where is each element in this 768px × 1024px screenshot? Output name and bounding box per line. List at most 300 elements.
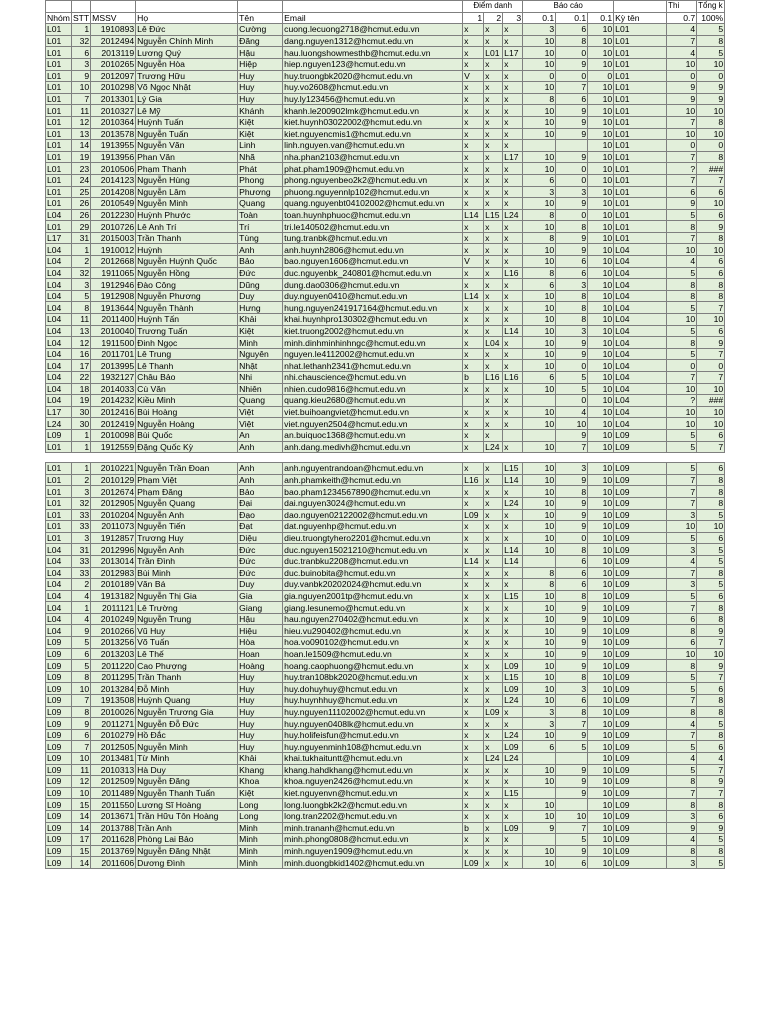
cell-nhom[interactable]: L09 bbox=[46, 834, 72, 846]
cell-bc1[interactable]: 8 bbox=[523, 93, 556, 105]
cell-bc3[interactable]: 10 bbox=[588, 314, 614, 326]
cell-stt[interactable]: 3 bbox=[71, 532, 90, 544]
cell-dd1[interactable]: x bbox=[463, 521, 484, 533]
cell-ky-ten[interactable]: L01 bbox=[614, 24, 667, 36]
cell-ky-ten[interactable]: L04 bbox=[614, 360, 667, 372]
cell-bc1[interactable]: 3 bbox=[523, 718, 556, 730]
cell-thi[interactable]: 4 bbox=[667, 555, 697, 567]
cell-stt[interactable]: 12 bbox=[71, 776, 90, 788]
cell-nhom[interactable]: L01 bbox=[46, 198, 72, 210]
cell-ten[interactable]: Đăng bbox=[238, 35, 283, 47]
cell-dd2[interactable]: L01 bbox=[484, 47, 503, 59]
cell-mssv[interactable]: 2014123 bbox=[91, 174, 136, 186]
cell-dd2[interactable]: L15 bbox=[484, 209, 503, 221]
cell-email[interactable]: linh.nguyen.van@hcmut.edu.vn bbox=[283, 140, 463, 152]
cell-bc2[interactable]: 7 bbox=[556, 822, 588, 834]
cell-dd1[interactable]: x bbox=[463, 544, 484, 556]
cell-ten[interactable]: Cường bbox=[238, 24, 283, 36]
cell-tong-ket[interactable]: 5 bbox=[697, 544, 725, 556]
cell-dd1[interactable]: x bbox=[463, 267, 484, 279]
cell-nhom[interactable]: L04 bbox=[46, 267, 72, 279]
cell-dd2[interactable]: x bbox=[484, 35, 503, 47]
cell-dd1[interactable]: x bbox=[463, 810, 484, 822]
cell-ky-ten[interactable]: L01 bbox=[614, 186, 667, 198]
cell-dd1[interactable]: x bbox=[463, 337, 484, 349]
cell-dd2[interactable]: x bbox=[484, 625, 503, 637]
cell-dd1[interactable]: b bbox=[463, 822, 484, 834]
cell-thi[interactable]: 5 bbox=[667, 325, 697, 337]
cell-tong-ket[interactable]: 7 bbox=[697, 174, 725, 186]
cell-bc1[interactable] bbox=[523, 140, 556, 152]
cell-bc1[interactable]: 10 bbox=[523, 463, 556, 475]
cell-thi[interactable]: 9 bbox=[667, 822, 697, 834]
cell-dd3[interactable]: L24 bbox=[503, 209, 523, 221]
cell-dd2[interactable]: x bbox=[484, 463, 503, 475]
cell-ho[interactable]: Hà Duy bbox=[136, 764, 238, 776]
cell-dd2[interactable]: x bbox=[484, 418, 503, 430]
cell-mssv[interactable]: 2012505 bbox=[91, 741, 136, 753]
cell-ky-ten[interactable]: L09 bbox=[614, 579, 667, 591]
cell-bc2[interactable]: 7 bbox=[556, 718, 588, 730]
cell-bc2[interactable]: 7 bbox=[556, 441, 588, 453]
cell-bc3[interactable]: 10 bbox=[588, 776, 614, 788]
cell-dd1[interactable]: x bbox=[463, 383, 484, 395]
cell-bc1[interactable] bbox=[523, 834, 556, 846]
cell-bc1[interactable]: 10 bbox=[523, 521, 556, 533]
cell-dd3[interactable]: L15 bbox=[503, 787, 523, 799]
cell-bc1[interactable]: 10 bbox=[523, 325, 556, 337]
cell-dd1[interactable]: L09 bbox=[463, 509, 484, 521]
cell-dd2[interactable]: x bbox=[484, 325, 503, 337]
cell-stt[interactable]: 2 bbox=[71, 256, 90, 268]
cell-nhom[interactable]: L01 bbox=[46, 441, 72, 453]
cell-tong-ket[interactable]: 7 bbox=[697, 671, 725, 683]
cell-dd3[interactable]: x bbox=[503, 418, 523, 430]
cell-nhom[interactable]: L09 bbox=[46, 822, 72, 834]
cell-thi[interactable]: 10 bbox=[667, 648, 697, 660]
cell-ho[interactable]: Trương Huy bbox=[136, 532, 238, 544]
cell-nhom[interactable]: L09 bbox=[46, 764, 72, 776]
cell-ky-ten[interactable]: L04 bbox=[614, 406, 667, 418]
cell-bc3[interactable]: 10 bbox=[588, 302, 614, 314]
cell-ky-ten[interactable]: L04 bbox=[614, 256, 667, 268]
cell-ten[interactable]: Hoan bbox=[238, 648, 283, 660]
cell-stt[interactable]: 17 bbox=[71, 360, 90, 372]
cell-ho[interactable]: Đặng Quốc Kỳ bbox=[136, 441, 238, 453]
cell-bc2[interactable]: 9 bbox=[556, 128, 588, 140]
cell-bc1[interactable]: 8 bbox=[523, 567, 556, 579]
cell-bc3[interactable]: 10 bbox=[588, 857, 614, 869]
cell-stt[interactable]: 33 bbox=[71, 555, 90, 567]
cell-email[interactable]: nhien.cudo9816@hcmut.edu.vn bbox=[283, 383, 463, 395]
cell-ho[interactable]: Trần Thanh bbox=[136, 232, 238, 244]
cell-ho[interactable]: Lê Mỹ bbox=[136, 105, 238, 117]
cell-ky-ten[interactable]: L01 bbox=[614, 163, 667, 175]
cell-bc3[interactable]: 10 bbox=[588, 579, 614, 591]
cell-bc1[interactable]: 9 bbox=[523, 822, 556, 834]
cell-bc1[interactable]: 10 bbox=[523, 82, 556, 94]
cell-bc3[interactable]: 10 bbox=[588, 787, 614, 799]
cell-ho[interactable]: Hồ Đắc bbox=[136, 729, 238, 741]
cell-mssv[interactable]: 2010266 bbox=[91, 625, 136, 637]
cell-ky-ten[interactable]: L04 bbox=[614, 279, 667, 291]
cell-dd1[interactable]: x bbox=[463, 58, 484, 70]
cell-email[interactable]: huy.ly123456@hcmut.edu.vn bbox=[283, 93, 463, 105]
cell-dd2[interactable]: x bbox=[484, 822, 503, 834]
cell-ky-ten[interactable]: L01 bbox=[614, 93, 667, 105]
cell-dd2[interactable]: x bbox=[484, 660, 503, 672]
cell-dd2[interactable]: x bbox=[484, 221, 503, 233]
cell-ky-ten[interactable]: L04 bbox=[614, 337, 667, 349]
cell-dd1[interactable]: L14 bbox=[463, 290, 484, 302]
cell-bc2[interactable]: 6 bbox=[556, 567, 588, 579]
group-header-thi[interactable]: Thi bbox=[667, 1, 697, 13]
cell-mssv[interactable]: 2011121 bbox=[91, 602, 136, 614]
cell-bc2[interactable]: 5 bbox=[556, 741, 588, 753]
cell-nhom[interactable]: L09 bbox=[46, 718, 72, 730]
cell-dd2[interactable]: x bbox=[484, 521, 503, 533]
cell-ho[interactable]: Nguyễn Hòa bbox=[136, 58, 238, 70]
cell-email[interactable]: hau.nguyen270402@hcmut.edu.vn bbox=[283, 613, 463, 625]
cell-mssv[interactable]: 1913955 bbox=[91, 140, 136, 152]
cell-thi[interactable]: 0 bbox=[667, 140, 697, 152]
cell-bc2[interactable]: 8 bbox=[556, 314, 588, 326]
cell-bc2[interactable]: 6 bbox=[556, 579, 588, 591]
cell-tong-ket[interactable]: 8 bbox=[697, 497, 725, 509]
cell-stt[interactable]: 11 bbox=[71, 764, 90, 776]
cell-dd1[interactable]: x bbox=[463, 279, 484, 291]
cell-thi[interactable]: 5 bbox=[667, 532, 697, 544]
cell-stt[interactable]: 8 bbox=[71, 671, 90, 683]
cell-thi[interactable]: 4 bbox=[667, 47, 697, 59]
cell-tong-ket[interactable]: 8 bbox=[697, 845, 725, 857]
cell-ten[interactable]: Khải bbox=[238, 314, 283, 326]
cell-ky-ten[interactable]: L09 bbox=[614, 810, 667, 822]
cell-dd3[interactable]: x bbox=[503, 302, 523, 314]
cell-tong-ket[interactable]: 10 bbox=[697, 383, 725, 395]
column-header-bc1[interactable]: 0.1 bbox=[523, 12, 556, 24]
cell-dd3[interactable]: L24 bbox=[503, 497, 523, 509]
cell-bc1[interactable]: 10 bbox=[523, 360, 556, 372]
cell-bc1[interactable] bbox=[523, 429, 556, 441]
cell-stt[interactable]: 14 bbox=[71, 822, 90, 834]
cell-stt[interactable]: 7 bbox=[71, 695, 90, 707]
cell-bc1[interactable]: 10 bbox=[523, 290, 556, 302]
cell-email[interactable]: bao.pham1234567890@hcmut.edu.vn bbox=[283, 486, 463, 498]
cell-ten[interactable]: Bảo bbox=[238, 256, 283, 268]
cell-thi[interactable]: 8 bbox=[667, 625, 697, 637]
cell-bc2[interactable]: 8 bbox=[556, 290, 588, 302]
cell-bc2[interactable]: 0 bbox=[556, 70, 588, 82]
cell-dd2[interactable]: x bbox=[484, 741, 503, 753]
cell-ten[interactable]: Long bbox=[238, 799, 283, 811]
cell-ho[interactable]: Nguyễn Hoàng bbox=[136, 418, 238, 430]
cell-nhom[interactable]: L01 bbox=[46, 186, 72, 198]
cell-dd2[interactable]: x bbox=[484, 555, 503, 567]
cell-dd3[interactable]: L14 bbox=[503, 325, 523, 337]
cell-mssv[interactable]: 2011628 bbox=[91, 834, 136, 846]
cell-mssv[interactable]: 2012983 bbox=[91, 567, 136, 579]
cell-stt[interactable]: 6 bbox=[71, 47, 90, 59]
cell-email[interactable]: minh.phong0808@hcmut.edu.vn bbox=[283, 834, 463, 846]
cell-bc1[interactable] bbox=[523, 395, 556, 407]
cell-mssv[interactable]: 2013256 bbox=[91, 637, 136, 649]
cell-dd2[interactable]: x bbox=[484, 360, 503, 372]
cell-bc2[interactable]: 9 bbox=[556, 105, 588, 117]
cell-email[interactable]: huy.dohuyhuy@hcmut.edu.vn bbox=[283, 683, 463, 695]
cell-dd3[interactable]: x bbox=[503, 232, 523, 244]
cell-email[interactable]: hau.luongshowmesthb@hcmut.edu.vn bbox=[283, 47, 463, 59]
cell-nhom[interactable]: L01 bbox=[46, 497, 72, 509]
cell-dd3[interactable]: x bbox=[503, 174, 523, 186]
cell-dd1[interactable]: x bbox=[463, 128, 484, 140]
cell-ho[interactable]: Lương Quý bbox=[136, 47, 238, 59]
cell-ten[interactable]: Đức bbox=[238, 555, 283, 567]
cell-nhom[interactable]: L09 bbox=[46, 741, 72, 753]
cell-bc2[interactable]: 9 bbox=[556, 58, 588, 70]
cell-bc1[interactable]: 10 bbox=[523, 302, 556, 314]
cell-ky-ten[interactable]: L09 bbox=[614, 845, 667, 857]
cell-stt[interactable]: 32 bbox=[71, 267, 90, 279]
cell-ky-ten[interactable]: L09 bbox=[614, 764, 667, 776]
cell-ho[interactable]: Huỳnh Phước bbox=[136, 209, 238, 221]
cell-dd2[interactable]: x bbox=[484, 474, 503, 486]
cell-mssv[interactable]: 2012509 bbox=[91, 776, 136, 788]
cell-ten[interactable]: Anh bbox=[238, 474, 283, 486]
cell-dd2[interactable]: x bbox=[484, 163, 503, 175]
cell-bc3[interactable]: 10 bbox=[588, 637, 614, 649]
cell-bc2[interactable]: 7 bbox=[556, 82, 588, 94]
cell-tong-ket[interactable]: 6 bbox=[697, 209, 725, 221]
cell-bc2[interactable]: 8 bbox=[556, 302, 588, 314]
cell-ten[interactable]: Hậu bbox=[238, 613, 283, 625]
cell-tong-ket[interactable]: 8 bbox=[697, 474, 725, 486]
cell-bc2[interactable]: 9 bbox=[556, 232, 588, 244]
cell-stt[interactable]: 1 bbox=[71, 602, 90, 614]
cell-ten[interactable]: Huy bbox=[238, 93, 283, 105]
cell-nhom[interactable]: L09 bbox=[46, 660, 72, 672]
cell-ho[interactable]: Nguyễn Hùng bbox=[136, 174, 238, 186]
cell-ten[interactable]: Tùng bbox=[238, 232, 283, 244]
cell-tong-ket[interactable]: 10 bbox=[697, 198, 725, 210]
cell-email[interactable]: phong.nguyenbeo2k2@hcmut.edu.vn bbox=[283, 174, 463, 186]
cell-bc2[interactable]: 4 bbox=[556, 406, 588, 418]
cell-dd1[interactable]: L09 bbox=[463, 857, 484, 869]
cell-ten[interactable]: Huy bbox=[238, 718, 283, 730]
cell-stt[interactable]: 1 bbox=[71, 244, 90, 256]
cell-dd1[interactable]: x bbox=[463, 429, 484, 441]
cell-dd3[interactable]: x bbox=[503, 314, 523, 326]
cell-ten[interactable]: Anh bbox=[238, 441, 283, 453]
cell-ky-ten[interactable]: L09 bbox=[614, 602, 667, 614]
cell-dd3[interactable]: x bbox=[503, 532, 523, 544]
cell-mssv[interactable]: 2013301 bbox=[91, 93, 136, 105]
cell-email[interactable]: duc.nguyen15021210@hcmut.edu.vn bbox=[283, 544, 463, 556]
cell-bc3[interactable]: 10 bbox=[588, 741, 614, 753]
cell-ten[interactable]: Long bbox=[238, 810, 283, 822]
cell-stt[interactable]: 5 bbox=[71, 660, 90, 672]
cell-dd1[interactable]: x bbox=[463, 418, 484, 430]
cell-email[interactable]: huy.holifeisfun@hcmut.edu.vn bbox=[283, 729, 463, 741]
cell-dd3[interactable]: L24 bbox=[503, 753, 523, 765]
cell-stt[interactable]: 31 bbox=[71, 232, 90, 244]
cell-dd3[interactable]: x bbox=[503, 337, 523, 349]
cell-bc2[interactable]: 6 bbox=[556, 267, 588, 279]
cell-dd1[interactable]: x bbox=[463, 151, 484, 163]
cell-dd3[interactable]: x bbox=[503, 602, 523, 614]
cell-bc3[interactable]: 10 bbox=[588, 555, 614, 567]
cell-dd2[interactable]: x bbox=[484, 395, 503, 407]
cell-nhom[interactable]: L04 bbox=[46, 302, 72, 314]
cell-stt[interactable]: 10 bbox=[71, 787, 90, 799]
cell-ky-ten[interactable]: L01 bbox=[614, 35, 667, 47]
cell-dd3[interactable]: x bbox=[503, 799, 523, 811]
cell-ten[interactable]: Huy bbox=[238, 741, 283, 753]
cell-stt[interactable]: 11 bbox=[71, 105, 90, 117]
cell-ho[interactable]: Phan Văn bbox=[136, 151, 238, 163]
cell-thi[interactable]: 5 bbox=[667, 209, 697, 221]
cell-ten[interactable]: Anh bbox=[238, 244, 283, 256]
cell-email[interactable]: anh.dang.medivh@hcmut.edu.vn bbox=[283, 441, 463, 453]
cell-bc2[interactable] bbox=[556, 140, 588, 152]
cell-ho[interactable]: Vũ Huy bbox=[136, 625, 238, 637]
cell-mssv[interactable]: 2013284 bbox=[91, 683, 136, 695]
cell-ten[interactable]: Hưng bbox=[238, 302, 283, 314]
column-header-ky-ten[interactable]: Kỳ tên bbox=[614, 12, 667, 24]
cell-bc3[interactable]: 10 bbox=[588, 58, 614, 70]
cell-stt[interactable]: 13 bbox=[71, 128, 90, 140]
cell-tong-ket[interactable]: 10 bbox=[697, 521, 725, 533]
cell-dd3[interactable]: x bbox=[503, 579, 523, 591]
cell-ky-ten[interactable]: L09 bbox=[614, 753, 667, 765]
cell-dd3[interactable]: x bbox=[503, 198, 523, 210]
cell-dd1[interactable]: x bbox=[463, 232, 484, 244]
cell-thi[interactable]: 7 bbox=[667, 372, 697, 384]
cell-ky-ten[interactable]: L09 bbox=[614, 429, 667, 441]
cell-dd3[interactable]: x bbox=[503, 706, 523, 718]
cell-ho[interactable]: Cao Phượng bbox=[136, 660, 238, 672]
cell-tong-ket[interactable]: 9 bbox=[697, 337, 725, 349]
cell-email[interactable]: kiet.nguyenvn@hcmut.edu.vn bbox=[283, 787, 463, 799]
cell-email[interactable]: kiet.nguyencmis1@hcmut.edu.vn bbox=[283, 128, 463, 140]
cell-stt[interactable]: 15 bbox=[71, 799, 90, 811]
cell-thi[interactable]: 7 bbox=[667, 232, 697, 244]
cell-bc1[interactable]: 10 bbox=[523, 163, 556, 175]
cell-dd1[interactable]: x bbox=[463, 579, 484, 591]
cell-ho[interactable]: Nguyễn Anh bbox=[136, 544, 238, 556]
cell-ho[interactable]: Lê Trường bbox=[136, 602, 238, 614]
cell-thi[interactable]: 10 bbox=[667, 418, 697, 430]
cell-bc3[interactable]: 10 bbox=[588, 497, 614, 509]
cell-ky-ten[interactable]: L09 bbox=[614, 718, 667, 730]
cell-bc1[interactable]: 6 bbox=[523, 279, 556, 291]
cell-ho[interactable]: Văn Bá bbox=[136, 579, 238, 591]
cell-ho[interactable]: Nguyễn Chính Minh bbox=[136, 35, 238, 47]
cell-bc2[interactable]: 0 bbox=[556, 532, 588, 544]
cell-ho[interactable]: Bùi Hoàng bbox=[136, 406, 238, 418]
cell-dd2[interactable]: x bbox=[484, 532, 503, 544]
cell-thi[interactable]: 3 bbox=[667, 509, 697, 521]
cell-thi[interactable]: 8 bbox=[667, 799, 697, 811]
column-header-bc2[interactable]: 0.1 bbox=[556, 12, 588, 24]
cell-dd1[interactable]: x bbox=[463, 637, 484, 649]
cell-mssv[interactable]: 2010726 bbox=[91, 221, 136, 233]
cell-nhom[interactable]: L01 bbox=[46, 35, 72, 47]
cell-mssv[interactable]: 2013014 bbox=[91, 555, 136, 567]
cell-ho[interactable]: Nguyễn Trần Đoan bbox=[136, 463, 238, 475]
cell-ten[interactable]: Hiệp bbox=[238, 58, 283, 70]
cell-dd3[interactable]: L15 bbox=[503, 590, 523, 602]
cell-thi[interactable]: 6 bbox=[667, 186, 697, 198]
cell-dd2[interactable]: x bbox=[484, 718, 503, 730]
cell-bc1[interactable]: 10 bbox=[523, 857, 556, 869]
cell-tong-ket[interactable]: 6 bbox=[697, 256, 725, 268]
cell-ten[interactable]: Nguyên bbox=[238, 348, 283, 360]
cell-bc1[interactable]: 10 bbox=[523, 406, 556, 418]
cell-stt[interactable]: 19 bbox=[71, 395, 90, 407]
cell-mssv[interactable]: 2010313 bbox=[91, 764, 136, 776]
cell-dd3[interactable]: x bbox=[503, 128, 523, 140]
cell-ho[interactable]: Nguyễn Đăng Nhật bbox=[136, 845, 238, 857]
cell-tong-ket[interactable]: 9 bbox=[697, 625, 725, 637]
cell-bc2[interactable]: 3 bbox=[556, 683, 588, 695]
cell-stt[interactable]: 9 bbox=[71, 70, 90, 82]
cell-dd1[interactable]: L14 bbox=[463, 555, 484, 567]
cell-stt[interactable]: 9 bbox=[71, 625, 90, 637]
cell-bc3[interactable]: 10 bbox=[588, 337, 614, 349]
cell-dd3[interactable]: x bbox=[503, 718, 523, 730]
cell-ky-ten[interactable]: L09 bbox=[614, 648, 667, 660]
cell-stt[interactable]: 29 bbox=[71, 221, 90, 233]
cell-ky-ten[interactable]: L04 bbox=[614, 383, 667, 395]
cell-dd1[interactable]: x bbox=[463, 174, 484, 186]
cell-ten[interactable]: Quang bbox=[238, 395, 283, 407]
cell-bc2[interactable]: 10 bbox=[556, 810, 588, 822]
cell-ho[interactable]: Đào Công bbox=[136, 279, 238, 291]
cell-dd3[interactable]: x bbox=[503, 163, 523, 175]
cell-ten[interactable]: Minh bbox=[238, 845, 283, 857]
cell-email[interactable]: duy.vanbk20202024@hcmut.edu.vn bbox=[283, 579, 463, 591]
cell-dd2[interactable]: x bbox=[484, 799, 503, 811]
cell-ky-ten[interactable]: L09 bbox=[614, 787, 667, 799]
cell-tong-ket[interactable]: 8 bbox=[697, 695, 725, 707]
cell-ky-ten[interactable]: L09 bbox=[614, 625, 667, 637]
cell-thi[interactable]: 7 bbox=[667, 151, 697, 163]
cell-bc2[interactable]: 6 bbox=[556, 24, 588, 36]
cell-thi[interactable]: 10 bbox=[667, 244, 697, 256]
cell-ky-ten[interactable]: L04 bbox=[614, 290, 667, 302]
cell-tong-ket[interactable]: 10 bbox=[697, 314, 725, 326]
cell-nhom[interactable]: L01 bbox=[46, 47, 72, 59]
cell-dd3[interactable]: L24 bbox=[503, 695, 523, 707]
cell-ho[interactable]: Cù Văn bbox=[136, 383, 238, 395]
cell-thi[interactable]: 8 bbox=[667, 221, 697, 233]
cell-email[interactable]: minh.duongbkid1402@hcmut.edu.vn bbox=[283, 857, 463, 869]
cell-nhom[interactable]: L04 bbox=[46, 395, 72, 407]
cell-nhom[interactable]: L09 bbox=[46, 810, 72, 822]
cell-dd2[interactable]: x bbox=[484, 186, 503, 198]
cell-email[interactable]: dang.nguyen1312@hcmut.edu.vn bbox=[283, 35, 463, 47]
cell-bc1[interactable]: 10 bbox=[523, 764, 556, 776]
cell-ky-ten[interactable]: L09 bbox=[614, 497, 667, 509]
cell-ky-ten[interactable]: L01 bbox=[614, 58, 667, 70]
cell-thi[interactable]: 5 bbox=[667, 590, 697, 602]
cell-email[interactable]: hieu.vu290402@hcmut.edu.vn bbox=[283, 625, 463, 637]
cell-ho[interactable]: Lý Gia bbox=[136, 93, 238, 105]
cell-dd1[interactable]: x bbox=[463, 799, 484, 811]
cell-bc3[interactable]: 10 bbox=[588, 590, 614, 602]
cell-bc2[interactable]: 0 bbox=[556, 360, 588, 372]
